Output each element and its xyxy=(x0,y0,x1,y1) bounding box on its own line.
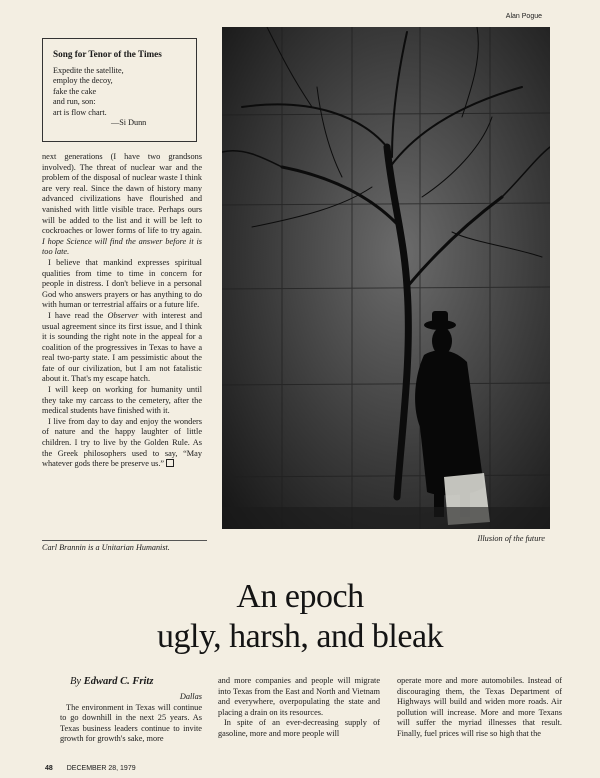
photo-credit: Alan Pogue xyxy=(505,13,542,20)
end-mark-icon xyxy=(166,459,174,467)
article-column-1 xyxy=(60,692,202,745)
page-number: 48 xyxy=(45,765,53,772)
poem-title: Song for Tenor of the Times xyxy=(53,49,162,59)
poem-line: and run, son: xyxy=(53,97,96,106)
photo-illustration xyxy=(222,27,550,529)
photo-caption: Illusion of the future xyxy=(477,534,545,543)
byline: By Edward C. Fritz xyxy=(70,676,154,687)
poem-author: —Si Dunn xyxy=(111,118,147,127)
paragraph: The environment in Texas will continue to go downhill in the next 25 years. As Texas business leaders continue to invite growth for growth's sake, more xyxy=(60,702,202,744)
page-footer xyxy=(45,765,136,772)
article-column-3 xyxy=(397,676,562,740)
paragraph: next generations (I have two grandsons involved). The threat of nuclear war and the problem of the disposal of nuclear waste I think are very real. Since the dawn of history many advanced civilizations have flourished and vanished with little visible trace. Perhaps ours will be added to the list and it will be left to cockroaches or lower forms of life to try again. I hope Science will find the answer before it is too late. xyxy=(42,152,202,257)
headline-line-1: An epoch xyxy=(236,578,364,615)
poem-line: fake the cake xyxy=(53,86,97,96)
paragraph: In spite of an ever-decreasing supply of gasoline, more and more people will xyxy=(218,718,380,738)
paragraph: I believe that mankind expresses spiritual qualities from time to time in concern for people in distress. I don't believe in a personal God who answers prayers or has anything to do with human or terrestrial affairs or a future life. xyxy=(42,257,202,310)
paragraph: operate more and more automobiles. Instead of discouraging them, the Texas Department of Highways will build and widen more roads. Air pollution will increase. More and more Texans will suffer the myriad illnesses that result. Finally, fuel prices will rise so high that the xyxy=(397,676,562,738)
author-bio: Carl Brannin is a Unitarian Humanist. xyxy=(42,540,207,552)
paragraph: I live from day to day and enjoy the wonders of nature and the happy laughter of little children. I try to live by the Golden Rule. As the Greek philosophers used to say, “May whatever gods there be preserve us.” xyxy=(42,416,202,469)
poem-line: art is flow chart. xyxy=(53,107,107,117)
poem-line: employ the decoy, xyxy=(53,76,113,85)
poem-line: Expedite the satellite, xyxy=(53,65,124,75)
paragraph: and more companies and people will migrate into Texas from the East and North and Vietnam and everywhere, overpopulating the state and placing a drain on its resources. xyxy=(218,676,380,717)
left-article-column xyxy=(42,152,202,470)
poem-lines xyxy=(53,66,186,129)
article-column-2 xyxy=(218,676,380,740)
paragraph: I have read the Observer with interest and usual agreement since its first issue, and I think it is sounding the right note in the appeal for a coalition of the progressives in Texas to have a real two-party state. I am pessimistic about the fate of our civilization, but I am not fatalistic about it. That's my escape hatch. xyxy=(42,310,203,384)
poem-box xyxy=(42,38,197,142)
headline-line-2: ugly, harsh, and bleak xyxy=(156,618,444,655)
issue-date: DECEMBER 28, 1979 xyxy=(66,765,136,772)
photo-man-tree-shadow xyxy=(222,27,550,529)
paragraph: I will keep on working for humanity until they take my carcass to the cemetery, after the medical students have finished with it. xyxy=(42,385,202,416)
dateline: Dallas xyxy=(179,692,202,701)
